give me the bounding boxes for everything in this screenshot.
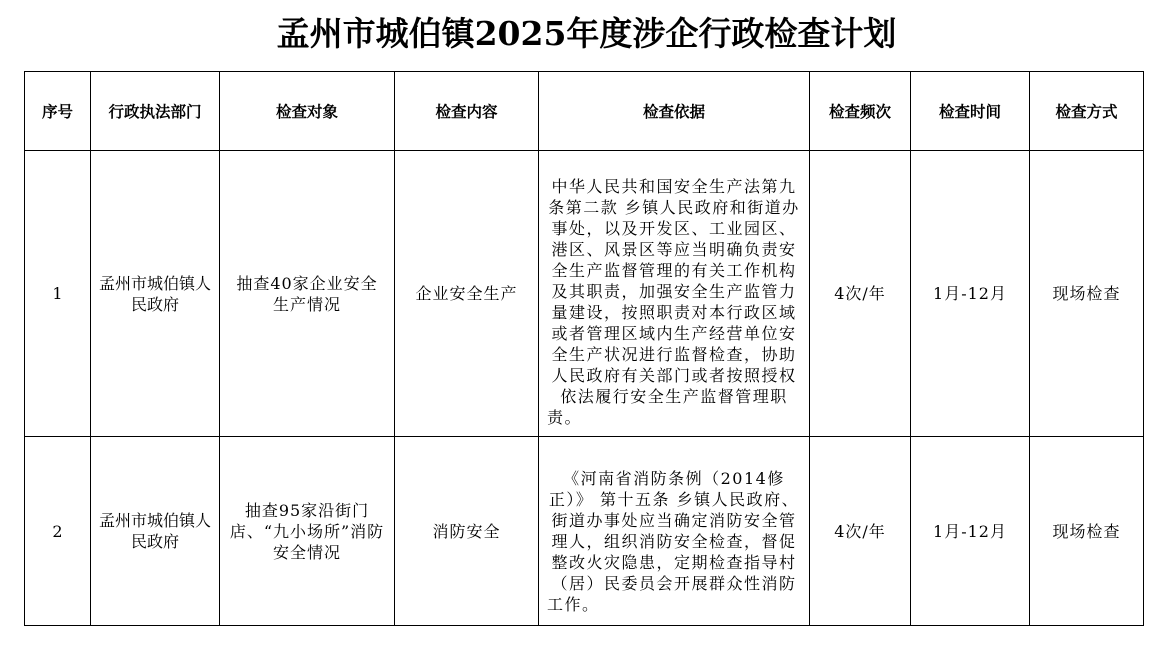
header-basis: 检查依据 xyxy=(539,72,810,151)
cell-time: 1月-12月 xyxy=(911,151,1030,437)
cell-index: 1 xyxy=(25,151,91,437)
header-department: 行政执法部门 xyxy=(91,72,220,151)
cell-method: 现场检查 xyxy=(1030,437,1144,626)
table-row xyxy=(25,437,1144,626)
table-header-row xyxy=(25,72,1144,151)
cell-time: 1月-12月 xyxy=(911,437,1030,626)
cell-basis: 《河南省消防条例（2014修正）》 第十五条 乡镇人民政府、街道办事处应当确定消防安全管理人，组织消防安全检查，督促整改火灾隐患，定期检查指导村（居）民委员会开展群众性消防工作。 xyxy=(539,437,810,626)
inspection-plan-table xyxy=(24,71,1144,626)
cell-frequency: 4次/年 xyxy=(810,437,911,626)
header-content: 检查内容 xyxy=(395,72,539,151)
cell-object: 抽查40家企业安全生产情况 xyxy=(220,151,395,437)
header-method: 检查方式 xyxy=(1030,72,1144,151)
cell-content: 消防安全 xyxy=(395,437,539,626)
header-frequency: 检查频次 xyxy=(810,72,911,151)
cell-index: 2 xyxy=(25,437,91,626)
cell-content: 企业安全生产 xyxy=(395,151,539,437)
cell-frequency: 4次/年 xyxy=(810,151,911,437)
cell-department: 孟州市城伯镇人民政府 xyxy=(91,151,220,437)
table-row xyxy=(25,151,1144,437)
header-index: 序号 xyxy=(25,72,91,151)
page-title: 孟州市城伯镇2025年度涉企行政检查计划 xyxy=(276,14,897,53)
cell-object: 抽查95家沿街门店、“九小场所”消防安全情况 xyxy=(220,437,395,626)
cell-basis: 中华人民共和国安全生产法第九条第二款 乡镇人民政府和街道办事处，以及开发区、工业园区、港区、风景区等应当明确负责安全生产监督管理的有关工作机构及其职责，加强安全生产监管力量建设，按照职责对本行政区域或者管理区域内生产经营单位安全生产状况进行监督检查，协助人民政府有关部门或者按照授权依法履行安全生产监督管理职责。 xyxy=(539,151,810,437)
header-time: 检查时间 xyxy=(911,72,1030,151)
header-object: 检查对象 xyxy=(220,72,395,151)
cell-method: 现场检查 xyxy=(1030,151,1144,437)
cell-department: 孟州市城伯镇人民政府 xyxy=(91,437,220,626)
